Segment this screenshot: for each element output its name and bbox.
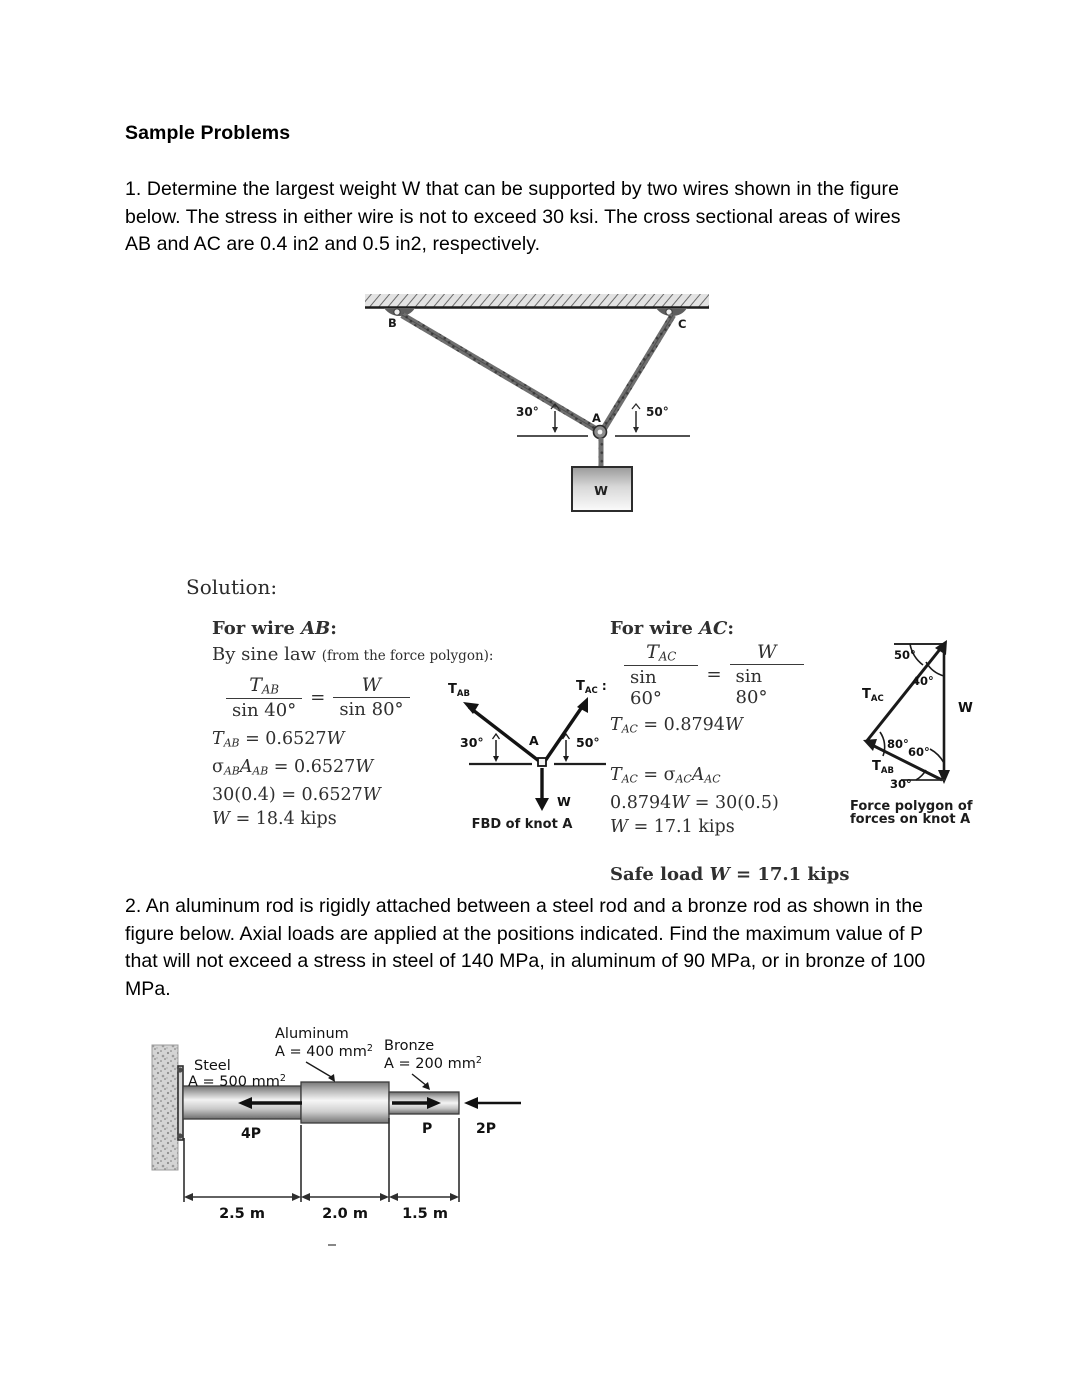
dimension-2-5m <box>184 1193 301 1201</box>
poly-arc-80 <box>880 732 885 756</box>
solution-wire-ac <box>610 617 850 887</box>
fraction-w-2: $\frac{W}{\sin 80^\circ}$ <box>730 641 804 708</box>
force-polygon-diagram <box>846 632 1008 832</box>
poly-angle-80: 80° <box>887 737 909 751</box>
label-b: B <box>388 316 397 330</box>
aluminum-leader <box>306 1062 335 1082</box>
bronze-leader <box>412 1074 430 1090</box>
wire-ac-line-2: $T_{AC} = \sigma_{AC}A_{AC}$ <box>610 764 721 786</box>
wire-ac-line-3: 0.8794W = 30(0.5) <box>610 793 779 814</box>
fraction-tab <box>226 674 302 721</box>
poly-angle-30: 30° <box>890 777 912 791</box>
load-2p-label: 2P <box>476 1121 497 1137</box>
fraction-w <box>333 674 409 720</box>
wall-support <box>152 1045 178 1170</box>
fbd-w-label: W <box>557 794 571 809</box>
poly-angle-60: 60° <box>908 745 930 759</box>
label-a: A <box>592 411 601 425</box>
problem-2-text: 2. An aluminum rod is rigidly attached between a steel rod and a bronze rod as shown in the figure below. Axial loads are applied at the positions indicated. Find the maximum value of P that will not exceed a stress in steel of 140 MPa, in aluminum of 90 MPa, or in bronze of 100 MPa. <box>125 895 926 1000</box>
wire-ac-title: For wire AC: <box>610 618 735 639</box>
wire-ab-title <box>212 617 472 641</box>
fraction-tab-numerator: $T_{AB}$ <box>249 674 280 697</box>
fraction-w-denominator: sin 80° <box>333 697 409 720</box>
tac-label: $T_{AC}$ : <box>576 679 607 696</box>
wire-ab-line-2: $\sigma_{AB}A_{AB} = 0.6527W$ <box>212 756 374 778</box>
wire-ac-line-1: $T_{AC} = 0.8794W$ <box>610 714 743 735</box>
steel-area-label: A = 500 $mm^2$ <box>188 1073 286 1090</box>
mounting-plate <box>178 1066 183 1140</box>
dimension-1-5m <box>389 1193 459 1201</box>
page-title: Sample Problems <box>125 122 291 144</box>
poly-caption-line1: Force polygon of <box>850 799 973 814</box>
fbd-angle-right <box>563 734 570 762</box>
knot-square <box>538 758 546 766</box>
aluminum-area-label: A = 400 $mm^2$ <box>275 1043 373 1060</box>
wire-ac-equation: $\frac{T_{AC}}{\sin 60^\circ}$ = $\frac{W}{\sin 80^\circ}$ <box>618 641 810 709</box>
load-4p-label: 4P <box>241 1126 262 1142</box>
knot-label-a: A <box>529 733 539 748</box>
angle-right-marker <box>632 404 640 433</box>
poly-tac-label: $T_{AC}$ <box>862 687 884 704</box>
wire-ab-line-1: $T_{AB} = 0.6527W$ <box>212 728 345 749</box>
equals-sign: = <box>310 686 326 708</box>
dim-2-5m-label: 2.5 m <box>219 1206 265 1222</box>
dim-1-5m-label: 1.5 m <box>402 1206 448 1222</box>
angle-left-label: 30° <box>516 405 539 419</box>
load-p-label: P <box>422 1121 433 1137</box>
fraction-tac: $\frac{T_{AC}}{\sin 60^\circ}$ <box>624 641 698 709</box>
wire-ab-line-4: W = 18.4 kips <box>212 809 337 830</box>
poly-vector-w <box>938 645 950 784</box>
poly-arc-60 <box>930 749 944 763</box>
ceiling <box>365 294 709 308</box>
bolt-bottom <box>177 1133 182 1138</box>
fbd-angle-left-label: 30° <box>460 735 484 750</box>
poly-w-label: W <box>958 700 973 716</box>
figure-two-wires <box>360 285 760 515</box>
poly-angle-40: 40° <box>912 674 934 688</box>
fraction-w-numerator: W <box>361 674 382 697</box>
wire-ac-line-4: W = 17.1 kips <box>610 817 735 838</box>
poly-tab-label: $T_{AB}$ <box>872 759 894 776</box>
wire-ab-title-post: : <box>330 618 337 639</box>
aluminum-label: Aluminum <box>275 1026 349 1042</box>
weight-label: W <box>594 483 608 498</box>
problem-1-text: 1. Determine the largest weight W that can be supported by two wires shown in the figure below. The stress in either wire is not to exceed 30 ksi. The cross sectional areas of wires AB and AC are 0.4 in2 and 0.5 in2, respectively. <box>125 178 901 255</box>
bronze-area-label: A = 200 $mm^2$ <box>384 1055 482 1072</box>
load-2p-arrow <box>464 1097 521 1109</box>
fbd-angle-left <box>493 734 500 762</box>
wire-ab-sine-law: By sine law (from the force polygon): <box>212 644 494 665</box>
wire-ab-title-pre: For wire <box>212 618 302 639</box>
fbd-knot-a <box>426 660 618 832</box>
force-vector-w <box>535 768 549 811</box>
dim-2-0m-label: 2.0 m <box>322 1206 368 1222</box>
force-vector-tab <box>463 702 539 761</box>
fbd-angle-right-label: 50° <box>576 735 600 750</box>
wire-ab-line-3: 30(0.4) = 0.6527W <box>212 785 381 806</box>
solution-heading: Solution: <box>186 575 278 599</box>
wire-ab-title-sym: AB <box>301 618 331 639</box>
aluminum-rod <box>301 1082 389 1123</box>
fbd-caption: FBD of knot A <box>471 817 573 832</box>
poly-caption-line2: forces on knot A <box>850 812 971 827</box>
wire-ac-safe-load: Safe load W = 17.1 kips <box>610 864 850 886</box>
angle-right-label: 50° <box>646 405 669 419</box>
bolt-top <box>177 1067 182 1072</box>
dimension-2-0m <box>301 1193 389 1201</box>
label-c: C <box>678 317 687 331</box>
poly-arc-30 <box>916 770 926 780</box>
fraction-tab-denominator: sin 40° <box>226 698 302 721</box>
bronze-label: Bronze <box>384 1038 435 1054</box>
steel-label: Steel <box>194 1058 231 1074</box>
poly-angle-50: 50° <box>894 648 916 662</box>
figure-composite-rod <box>146 1020 536 1255</box>
tab-label: $T_{AB}$ <box>448 682 470 699</box>
support-bracket-b <box>384 308 415 316</box>
